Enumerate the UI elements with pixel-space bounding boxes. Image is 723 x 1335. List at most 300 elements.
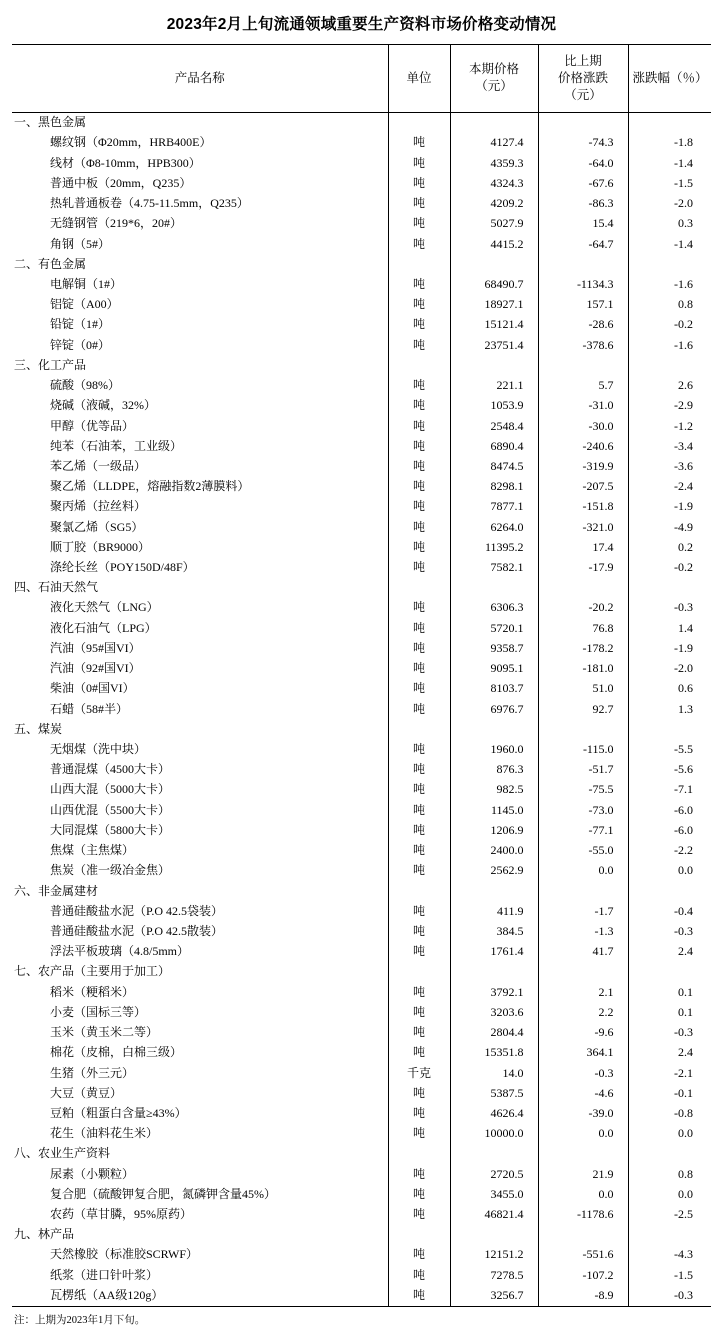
cell-current-price bbox=[450, 962, 538, 982]
cell-unit bbox=[388, 254, 450, 274]
cell-product-name: 焦炭（准一级冶金焦） bbox=[12, 861, 388, 881]
category-row bbox=[12, 962, 711, 982]
cell-unit: 吨 bbox=[388, 942, 450, 962]
table-row bbox=[12, 921, 711, 941]
cell-current-price: 14.0 bbox=[450, 1063, 538, 1083]
cell-percent-change: 0.3 bbox=[628, 214, 711, 234]
table-row bbox=[12, 517, 711, 537]
cell-product-name: 二、有色金属 bbox=[12, 254, 388, 274]
cell-product-name: 液化石油气（LPG） bbox=[12, 618, 388, 638]
cell-percent-change: -0.3 bbox=[628, 921, 711, 941]
cell-price-change bbox=[538, 719, 628, 739]
cell-current-price bbox=[450, 881, 538, 901]
cell-unit bbox=[388, 1225, 450, 1245]
cell-percent-change: -2.4 bbox=[628, 477, 711, 497]
cell-percent-change: -1.4 bbox=[628, 234, 711, 254]
cell-unit: 吨 bbox=[388, 173, 450, 193]
cell-price-change: 0.0 bbox=[538, 1124, 628, 1144]
cell-price-change: 0.0 bbox=[538, 1184, 628, 1204]
cell-percent-change: -5.5 bbox=[628, 739, 711, 759]
table-row bbox=[12, 335, 711, 355]
cell-unit: 吨 bbox=[388, 841, 450, 861]
cell-product-name: 浮法平板玻璃（4.8/5mm） bbox=[12, 942, 388, 962]
cell-percent-change: 1.4 bbox=[628, 618, 711, 638]
table-row bbox=[12, 456, 711, 476]
cell-unit: 吨 bbox=[388, 901, 450, 921]
category-row bbox=[12, 578, 711, 598]
cell-price-change: 17.4 bbox=[538, 537, 628, 557]
cell-product-name: 无烟煤（洗中块） bbox=[12, 739, 388, 759]
cell-product-name: 无缝钢管（219*6，20#） bbox=[12, 214, 388, 234]
cell-price-change: 2.2 bbox=[538, 1002, 628, 1022]
cell-unit: 吨 bbox=[388, 760, 450, 780]
cell-current-price bbox=[450, 1144, 538, 1164]
cell-price-change bbox=[538, 254, 628, 274]
cell-unit bbox=[388, 719, 450, 739]
table-row bbox=[12, 173, 711, 193]
cell-price-change: -1.7 bbox=[538, 901, 628, 921]
cell-unit: 吨 bbox=[388, 699, 450, 719]
cell-product-name: 硫酸（98%） bbox=[12, 375, 388, 395]
column-header-price-change bbox=[538, 45, 628, 113]
table-row bbox=[12, 1265, 711, 1285]
cell-current-price: 6306.3 bbox=[450, 598, 538, 618]
cell-product-name: 普通中板（20mm，Q235） bbox=[12, 173, 388, 193]
cell-price-change: -17.9 bbox=[538, 557, 628, 577]
table-row bbox=[12, 638, 711, 658]
cell-percent-change: -1.5 bbox=[628, 1265, 711, 1285]
cell-price-change: -240.6 bbox=[538, 436, 628, 456]
cell-product-name: 豆粕（粗蛋白含量≥43%） bbox=[12, 1103, 388, 1123]
table-row bbox=[12, 295, 711, 315]
cell-product-name: 大同混煤（5800大卡） bbox=[12, 820, 388, 840]
cell-price-change: -1.3 bbox=[538, 921, 628, 941]
cell-unit: 千克 bbox=[388, 1063, 450, 1083]
cell-current-price: 3256.7 bbox=[450, 1285, 538, 1306]
cell-unit: 吨 bbox=[388, 557, 450, 577]
cell-percent-change: 2.6 bbox=[628, 375, 711, 395]
column-header-current-price bbox=[450, 45, 538, 113]
cell-unit: 吨 bbox=[388, 375, 450, 395]
cell-percent-change: -0.3 bbox=[628, 1285, 711, 1306]
cell-percent-change: -6.0 bbox=[628, 800, 711, 820]
cell-current-price: 9358.7 bbox=[450, 638, 538, 658]
cell-product-name: 铅锭（1#） bbox=[12, 315, 388, 335]
table-row bbox=[12, 780, 711, 800]
table-row bbox=[12, 739, 711, 759]
cell-percent-change: 0.1 bbox=[628, 1002, 711, 1022]
cell-current-price bbox=[450, 719, 538, 739]
column-header-unit: 单位 bbox=[388, 45, 450, 113]
cell-current-price: 23751.4 bbox=[450, 335, 538, 355]
cell-unit: 吨 bbox=[388, 194, 450, 214]
cell-current-price: 1206.9 bbox=[450, 820, 538, 840]
cell-unit: 吨 bbox=[388, 618, 450, 638]
cell-current-price: 4127.4 bbox=[450, 133, 538, 153]
table-row bbox=[12, 800, 711, 820]
cell-percent-change: -4.3 bbox=[628, 1245, 711, 1265]
cell-unit: 吨 bbox=[388, 335, 450, 355]
table-row bbox=[12, 315, 711, 335]
cell-unit: 吨 bbox=[388, 982, 450, 1002]
cell-unit: 吨 bbox=[388, 517, 450, 537]
cell-price-change: -64.0 bbox=[538, 153, 628, 173]
cell-current-price bbox=[450, 254, 538, 274]
cell-percent-change: 2.4 bbox=[628, 1043, 711, 1063]
table-row bbox=[12, 982, 711, 1002]
cell-current-price: 5387.5 bbox=[450, 1083, 538, 1103]
cell-product-name: 柴油（0#国VI） bbox=[12, 679, 388, 699]
cell-percent-change: 0.0 bbox=[628, 1184, 711, 1204]
cell-percent-change: -3.4 bbox=[628, 436, 711, 456]
cell-price-change: -67.6 bbox=[538, 173, 628, 193]
cell-product-name: 角钢（5#） bbox=[12, 234, 388, 254]
cell-product-name: 热轧普通板卷（4.75-11.5mm，Q235） bbox=[12, 194, 388, 214]
cell-unit: 吨 bbox=[388, 436, 450, 456]
cell-price-change bbox=[538, 1225, 628, 1245]
cell-unit: 吨 bbox=[388, 497, 450, 517]
cell-product-name: 聚氯乙烯（SG5） bbox=[12, 517, 388, 537]
cell-product-name: 生猪（外三元） bbox=[12, 1063, 388, 1083]
cell-current-price: 12151.2 bbox=[450, 1245, 538, 1265]
cell-price-change: -207.5 bbox=[538, 477, 628, 497]
cell-price-change bbox=[538, 578, 628, 598]
cell-current-price: 7877.1 bbox=[450, 497, 538, 517]
cell-current-price: 46821.4 bbox=[450, 1204, 538, 1224]
table-row bbox=[12, 1285, 711, 1306]
cell-product-name: 小麦（国标三等） bbox=[12, 1002, 388, 1022]
cell-unit: 吨 bbox=[388, 638, 450, 658]
table-row bbox=[12, 841, 711, 861]
cell-price-change: -86.3 bbox=[538, 194, 628, 214]
cell-price-change: -115.0 bbox=[538, 739, 628, 759]
cell-price-change: -0.3 bbox=[538, 1063, 628, 1083]
cell-current-price: 1960.0 bbox=[450, 739, 538, 759]
cell-current-price: 5027.9 bbox=[450, 214, 538, 234]
cell-product-name: 液化天然气（LNG） bbox=[12, 598, 388, 618]
table-row bbox=[12, 618, 711, 638]
cell-percent-change: -7.1 bbox=[628, 780, 711, 800]
cell-unit: 吨 bbox=[388, 921, 450, 941]
cell-percent-change: -1.6 bbox=[628, 274, 711, 294]
cell-percent-change: -0.1 bbox=[628, 1083, 711, 1103]
cell-current-price: 15121.4 bbox=[450, 315, 538, 335]
cell-price-change: -55.0 bbox=[538, 841, 628, 861]
cell-current-price: 15351.8 bbox=[450, 1043, 538, 1063]
cell-product-name: 天然橡胶（标准胶SCRWF） bbox=[12, 1245, 388, 1265]
cell-percent-change: -0.8 bbox=[628, 1103, 711, 1123]
cell-percent-change bbox=[628, 719, 711, 739]
cell-product-name: 三、化工产品 bbox=[12, 355, 388, 375]
cell-unit: 吨 bbox=[388, 739, 450, 759]
cell-price-change: 92.7 bbox=[538, 699, 628, 719]
cell-current-price bbox=[450, 112, 538, 133]
cell-percent-change: -2.9 bbox=[628, 396, 711, 416]
cell-current-price: 2400.0 bbox=[450, 841, 538, 861]
cell-percent-change: -6.0 bbox=[628, 820, 711, 840]
cell-unit: 吨 bbox=[388, 1103, 450, 1123]
cell-current-price: 221.1 bbox=[450, 375, 538, 395]
cell-unit: 吨 bbox=[388, 416, 450, 436]
table-row bbox=[12, 1103, 711, 1123]
cell-price-change bbox=[538, 112, 628, 133]
cell-percent-change: 1.3 bbox=[628, 699, 711, 719]
cell-product-name: 四、石油天然气 bbox=[12, 578, 388, 598]
cell-unit: 吨 bbox=[388, 153, 450, 173]
cell-product-name: 纸浆（进口针叶浆） bbox=[12, 1265, 388, 1285]
table-footnote: 注：上期为2023年1月下旬。 bbox=[14, 1314, 146, 1326]
cell-current-price: 5720.1 bbox=[450, 618, 538, 638]
table-row bbox=[12, 396, 711, 416]
cell-product-name: 甲醇（优等品） bbox=[12, 416, 388, 436]
cell-unit: 吨 bbox=[388, 396, 450, 416]
table-row bbox=[12, 1063, 711, 1083]
cell-percent-change: 0.6 bbox=[628, 679, 711, 699]
table-row bbox=[12, 820, 711, 840]
cell-price-change: -378.6 bbox=[538, 335, 628, 355]
category-row bbox=[12, 719, 711, 739]
table-header bbox=[12, 45, 711, 113]
cell-current-price: 2548.4 bbox=[450, 416, 538, 436]
table-row bbox=[12, 901, 711, 921]
cell-price-change: -9.6 bbox=[538, 1022, 628, 1042]
cell-percent-change: -0.2 bbox=[628, 315, 711, 335]
cell-current-price: 2720.5 bbox=[450, 1164, 538, 1184]
cell-current-price: 1145.0 bbox=[450, 800, 538, 820]
cell-percent-change: -0.4 bbox=[628, 901, 711, 921]
cell-percent-change: -1.8 bbox=[628, 133, 711, 153]
cell-current-price: 68490.7 bbox=[450, 274, 538, 294]
cell-price-change: -31.0 bbox=[538, 396, 628, 416]
cell-product-name: 苯乙烯（一级品） bbox=[12, 456, 388, 476]
cell-unit: 吨 bbox=[388, 861, 450, 881]
cell-current-price: 3455.0 bbox=[450, 1184, 538, 1204]
cell-price-change: 21.9 bbox=[538, 1164, 628, 1184]
table-row bbox=[12, 1043, 711, 1063]
cell-price-change: 76.8 bbox=[538, 618, 628, 638]
table-row bbox=[12, 1083, 711, 1103]
cell-percent-change: -1.9 bbox=[628, 497, 711, 517]
cell-percent-change: 0.8 bbox=[628, 295, 711, 315]
table-row bbox=[12, 679, 711, 699]
cell-unit bbox=[388, 578, 450, 598]
table-row bbox=[12, 1002, 711, 1022]
column-header-price-change-line3: （元） bbox=[564, 87, 602, 102]
cell-price-change: 5.7 bbox=[538, 375, 628, 395]
cell-unit: 吨 bbox=[388, 820, 450, 840]
cell-unit bbox=[388, 962, 450, 982]
cell-price-change: -20.2 bbox=[538, 598, 628, 618]
table-row bbox=[12, 1164, 711, 1184]
cell-product-name: 山西优混（5500大卡） bbox=[12, 800, 388, 820]
cell-price-change: -64.7 bbox=[538, 234, 628, 254]
cell-percent-change: -1.2 bbox=[628, 416, 711, 436]
cell-price-change: -30.0 bbox=[538, 416, 628, 436]
cell-price-change: -51.7 bbox=[538, 760, 628, 780]
cell-unit bbox=[388, 355, 450, 375]
cell-unit: 吨 bbox=[388, 295, 450, 315]
table-row bbox=[12, 375, 711, 395]
table-row bbox=[12, 234, 711, 254]
cell-current-price: 1053.9 bbox=[450, 396, 538, 416]
cell-percent-change: -2.1 bbox=[628, 1063, 711, 1083]
cell-product-name: 汽油（92#国VI） bbox=[12, 659, 388, 679]
cell-percent-change bbox=[628, 881, 711, 901]
cell-product-name: 棉花（皮棉，白棉三级） bbox=[12, 1043, 388, 1063]
cell-unit bbox=[388, 1144, 450, 1164]
cell-percent-change bbox=[628, 578, 711, 598]
cell-current-price: 8103.7 bbox=[450, 679, 538, 699]
cell-price-change: -75.5 bbox=[538, 780, 628, 800]
cell-price-change bbox=[538, 962, 628, 982]
cell-product-name: 涤纶长丝（POY150D/48F） bbox=[12, 557, 388, 577]
cell-percent-change: 0.8 bbox=[628, 1164, 711, 1184]
table-row bbox=[12, 1184, 711, 1204]
table-row bbox=[12, 153, 711, 173]
cell-percent-change: -1.4 bbox=[628, 153, 711, 173]
cell-price-change: -319.9 bbox=[538, 456, 628, 476]
category-row bbox=[12, 1144, 711, 1164]
cell-product-name: 九、林产品 bbox=[12, 1225, 388, 1245]
cell-product-name: 花生（油料花生米） bbox=[12, 1124, 388, 1144]
cell-price-change: -74.3 bbox=[538, 133, 628, 153]
cell-unit: 吨 bbox=[388, 659, 450, 679]
cell-current-price: 6890.4 bbox=[450, 436, 538, 456]
table-row bbox=[12, 133, 711, 153]
column-header-price-change-line2: 价格涨跌 bbox=[557, 70, 608, 85]
cell-product-name: 汽油（95#国VI） bbox=[12, 638, 388, 658]
cell-unit: 吨 bbox=[388, 1285, 450, 1306]
table-body bbox=[12, 112, 711, 1306]
cell-current-price: 6976.7 bbox=[450, 699, 538, 719]
table-row bbox=[12, 1204, 711, 1224]
cell-product-name: 石蜡（58#半） bbox=[12, 699, 388, 719]
cell-current-price: 8474.5 bbox=[450, 456, 538, 476]
table-row bbox=[12, 1124, 711, 1144]
cell-product-name: 复合肥（硫酸钾复合肥，氮磷钾含量45%） bbox=[12, 1184, 388, 1204]
cell-price-change: -4.6 bbox=[538, 1083, 628, 1103]
cell-unit: 吨 bbox=[388, 1124, 450, 1144]
cell-product-name: 螺纹钢（Φ20mm，HRB400E） bbox=[12, 133, 388, 153]
cell-price-change: -77.1 bbox=[538, 820, 628, 840]
cell-current-price: 7582.1 bbox=[450, 557, 538, 577]
cell-unit: 吨 bbox=[388, 1245, 450, 1265]
cell-price-change bbox=[538, 881, 628, 901]
cell-unit: 吨 bbox=[388, 780, 450, 800]
column-header-price-change-line1: 比上期 bbox=[564, 54, 602, 68]
price-change-table bbox=[12, 44, 711, 1307]
table-row bbox=[12, 760, 711, 780]
cell-unit: 吨 bbox=[388, 598, 450, 618]
cell-price-change: -73.0 bbox=[538, 800, 628, 820]
cell-product-name: 焦煤（主焦煤） bbox=[12, 841, 388, 861]
cell-price-change: -178.2 bbox=[538, 638, 628, 658]
cell-percent-change: -0.3 bbox=[628, 1022, 711, 1042]
cell-percent-change bbox=[628, 112, 711, 133]
cell-unit: 吨 bbox=[388, 456, 450, 476]
cell-current-price: 982.5 bbox=[450, 780, 538, 800]
cell-current-price: 4415.2 bbox=[450, 234, 538, 254]
cell-unit: 吨 bbox=[388, 800, 450, 820]
cell-product-name: 七、农产品（主要用于加工） bbox=[12, 962, 388, 982]
cell-current-price: 18927.1 bbox=[450, 295, 538, 315]
cell-product-name: 普通硅酸盐水泥（P.O 42.5袋装） bbox=[12, 901, 388, 921]
cell-current-price: 4324.3 bbox=[450, 173, 538, 193]
cell-current-price: 4209.2 bbox=[450, 194, 538, 214]
cell-percent-change bbox=[628, 1144, 711, 1164]
cell-product-name: 稻米（粳稻米） bbox=[12, 982, 388, 1002]
cell-current-price: 3203.6 bbox=[450, 1002, 538, 1022]
cell-price-change: -1134.3 bbox=[538, 274, 628, 294]
cell-current-price: 6264.0 bbox=[450, 517, 538, 537]
cell-price-change: 51.0 bbox=[538, 679, 628, 699]
cell-unit: 吨 bbox=[388, 679, 450, 699]
cell-product-name: 普通混煤（4500大卡） bbox=[12, 760, 388, 780]
table-row bbox=[12, 416, 711, 436]
cell-unit: 吨 bbox=[388, 1164, 450, 1184]
cell-product-name: 农药（草甘膦，95%原药） bbox=[12, 1204, 388, 1224]
cell-percent-change bbox=[628, 1225, 711, 1245]
cell-current-price: 3792.1 bbox=[450, 982, 538, 1002]
table-row bbox=[12, 436, 711, 456]
cell-current-price: 10000.0 bbox=[450, 1124, 538, 1144]
cell-price-change: -151.8 bbox=[538, 497, 628, 517]
cell-percent-change bbox=[628, 355, 711, 375]
cell-price-change: -39.0 bbox=[538, 1103, 628, 1123]
cell-percent-change: -1.5 bbox=[628, 173, 711, 193]
cell-price-change: -551.6 bbox=[538, 1245, 628, 1265]
header-row bbox=[12, 45, 711, 113]
column-header-product-name: 产品名称 bbox=[12, 45, 388, 113]
cell-product-name: 玉米（黄玉米二等） bbox=[12, 1022, 388, 1042]
cell-percent-change: -0.2 bbox=[628, 557, 711, 577]
table-row bbox=[12, 497, 711, 517]
table-row bbox=[12, 537, 711, 557]
table-row bbox=[12, 861, 711, 881]
table-row bbox=[12, 659, 711, 679]
cell-product-name: 大豆（黄豆） bbox=[12, 1083, 388, 1103]
cell-product-name: 普通硅酸盐水泥（P.O 42.5散装） bbox=[12, 921, 388, 941]
cell-unit: 吨 bbox=[388, 477, 450, 497]
cell-product-name: 烧碱（液碱，32%） bbox=[12, 396, 388, 416]
cell-price-change bbox=[538, 355, 628, 375]
cell-unit: 吨 bbox=[388, 274, 450, 294]
cell-unit: 吨 bbox=[388, 1184, 450, 1204]
table-row bbox=[12, 214, 711, 234]
cell-product-name: 五、煤炭 bbox=[12, 719, 388, 739]
cell-unit: 吨 bbox=[388, 1043, 450, 1063]
cell-percent-change: -0.3 bbox=[628, 598, 711, 618]
cell-current-price: 2804.4 bbox=[450, 1022, 538, 1042]
cell-product-name: 山西大混（5000大卡） bbox=[12, 780, 388, 800]
cell-percent-change: -1.6 bbox=[628, 335, 711, 355]
category-row bbox=[12, 254, 711, 274]
table-row bbox=[12, 699, 711, 719]
cell-unit bbox=[388, 881, 450, 901]
cell-price-change: -8.9 bbox=[538, 1285, 628, 1306]
cell-percent-change: -4.9 bbox=[628, 517, 711, 537]
cell-current-price: 4626.4 bbox=[450, 1103, 538, 1123]
cell-current-price: 4359.3 bbox=[450, 153, 538, 173]
cell-unit: 吨 bbox=[388, 315, 450, 335]
cell-product-name: 六、非金属建材 bbox=[12, 881, 388, 901]
category-row bbox=[12, 112, 711, 133]
cell-percent-change: 0.0 bbox=[628, 1124, 711, 1144]
page-title: 2023年2月上旬流通领域重要生产资料市场价格变动情况 bbox=[166, 16, 557, 33]
cell-price-change: 157.1 bbox=[538, 295, 628, 315]
cell-percent-change bbox=[628, 254, 711, 274]
cell-price-change: -181.0 bbox=[538, 659, 628, 679]
